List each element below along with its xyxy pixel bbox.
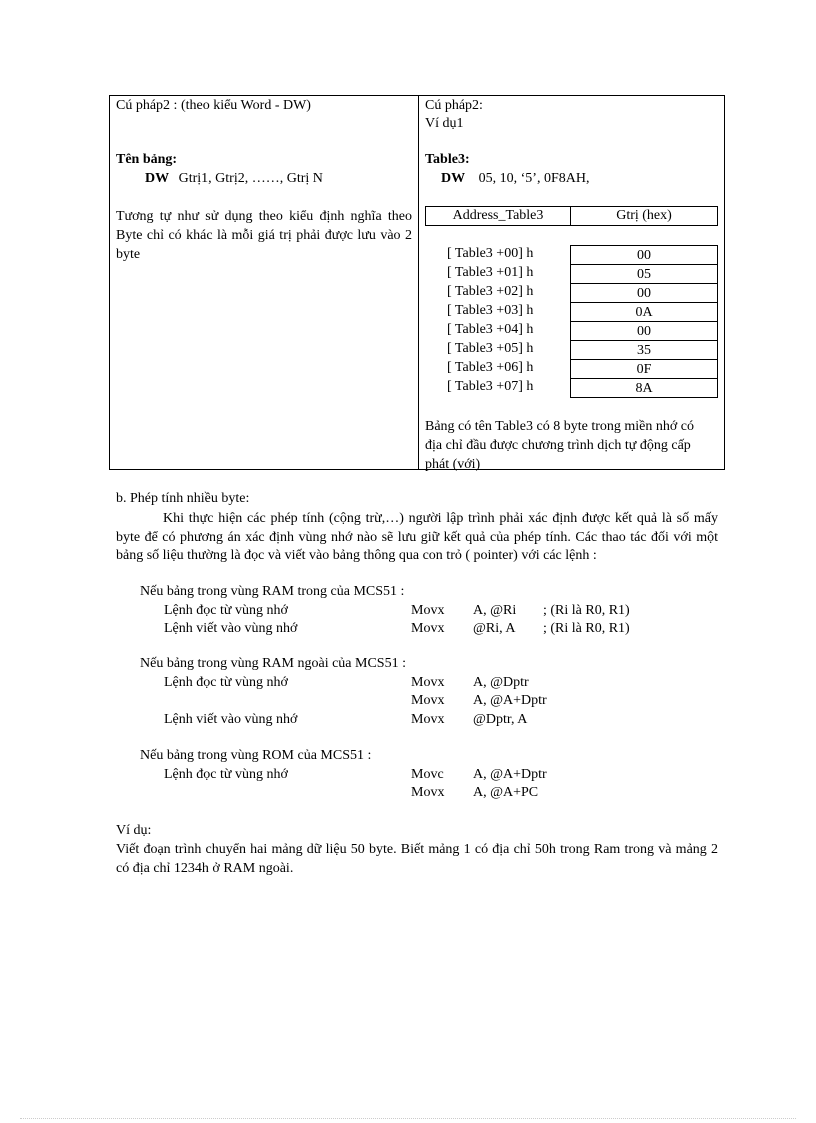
- instruction-operand: @Dptr, A: [473, 711, 528, 727]
- instruction-mnemonic: Movx: [411, 711, 445, 727]
- section-b-paragraph: Khi thực hiện các phép tính (cộng trừ,…) người lập trình phải xác định được kết quả là số mấy byte để có phương án xác định vùng nhớ nào sẽ lưu giữ kết quả của phép tính. Các thao tác đối với một bảng số liệu thường là đọc và viết vào bảng thông qua con trỏ ( pointer) với các lệnh :: [116, 511, 718, 563]
- row-value-cell: 35: [570, 340, 718, 360]
- row-value-cell: 05: [570, 264, 718, 284]
- row-value-cell: 0A: [570, 302, 718, 322]
- row-value-cell: 8A: [570, 378, 718, 398]
- row-value-cell: 00: [570, 283, 718, 303]
- left-syntax-line: Cú pháp2 : (theo kiểu Word - DW): [116, 98, 311, 113]
- row-address: [ Table3 +07] h: [447, 379, 534, 394]
- right-example-line: Ví dụ1: [425, 116, 464, 131]
- left-table-name-label: Tên bảng:: [116, 152, 178, 167]
- left-dw-line: [145, 171, 323, 187]
- instruction-operand: A, @Ri: [473, 602, 517, 618]
- group-title: Nếu bảng trong vùng RAM trong của MCS51 :: [140, 584, 405, 599]
- example-text: Viết đoạn trình chuyển hai mảng dữ liệu 50 byte. Biết mảng 1 có địa chỉ 50h trong Ram trong và mảng 2 có địa chỉ 1234h ở RAM ngoài.: [116, 842, 718, 876]
- row-address: [ Table3 +03] h: [447, 303, 534, 318]
- instruction-mnemonic: Movx: [411, 693, 445, 708]
- row-address: [ Table3 +02] h: [447, 284, 534, 299]
- header-address-cell: Address_Table3: [425, 206, 571, 226]
- left-description: Tương tự như sử dụng theo kiểu định nghĩa theo Byte chỉ có khác là mỗi giá trị phải được lưu vào 2 byte: [116, 209, 412, 262]
- row-address: [ Table3 +01] h: [447, 265, 534, 280]
- instruction-comment: ; (Ri là R0, R1): [543, 621, 630, 636]
- left-dw-keyword: DW: [145, 171, 170, 186]
- instruction-label: Lệnh đọc từ vùng nhớ: [164, 602, 288, 618]
- group-title: Nếu bảng trong vùng RAM ngoài của MCS51 :: [140, 656, 406, 671]
- instruction-operand: A, @A+Dptr: [473, 766, 547, 782]
- page-bottom-rule: [20, 1118, 796, 1119]
- example-label: Ví dụ:: [116, 823, 152, 838]
- right-dw-keyword: DW: [441, 171, 466, 186]
- instruction-label: Lệnh viết vào vùng nhớ: [164, 621, 298, 636]
- instruction-mnemonic: Movc: [411, 766, 444, 782]
- right-table-label: Table3:: [425, 152, 470, 167]
- row-address: [ Table3 +04] h: [447, 322, 534, 337]
- header-value-cell: Gtrị (hex): [570, 206, 718, 226]
- row-value-cell: 00: [570, 245, 718, 265]
- group-title: Nếu bảng trong vùng ROM của MCS51 :: [140, 748, 372, 763]
- column-divider: [418, 95, 419, 470]
- instruction-operand: @Ri, A: [473, 621, 516, 636]
- instruction-operand: A, @Dptr: [473, 674, 529, 690]
- right-note: Bảng có tên Table3 có 8 byte trong miền nhớ có địa chỉ đầu được chương trình dịch tự động cấp phát (với): [425, 419, 694, 472]
- instruction-operand: A, @A+PC: [473, 785, 539, 800]
- instruction-label: Lệnh đọc từ vùng nhớ: [164, 766, 288, 782]
- row-address: [ Table3 +05] h: [447, 341, 534, 356]
- row-address: [ Table3 +06] h: [447, 360, 534, 375]
- left-dw-values: Gtrị1, Gtrị2, ……, Gtrị N: [178, 171, 323, 186]
- row-value-cell: 0F: [570, 359, 718, 379]
- section-b-heading: b. Phép tính nhiều byte:: [116, 491, 250, 506]
- row-address: [ Table3 +00] h: [447, 246, 534, 261]
- right-dw-values: 05, 10, ‘5’, 0F8AH,: [478, 171, 590, 186]
- row-value-cell: 00: [570, 321, 718, 341]
- instruction-comment: ; (Ri là R0, R1): [543, 602, 630, 618]
- instruction-mnemonic: Movx: [411, 674, 445, 690]
- instruction-mnemonic: Movx: [411, 602, 445, 618]
- instruction-mnemonic: Movx: [411, 621, 445, 636]
- instruction-operand: A, @A+Dptr: [473, 693, 547, 708]
- instruction-label: Lệnh đọc từ vùng nhớ: [164, 674, 288, 690]
- right-dw-line: [441, 171, 589, 187]
- instruction-mnemonic: Movx: [411, 785, 445, 800]
- right-syntax-line: Cú pháp2:: [425, 98, 483, 113]
- instruction-label: Lệnh viết vào vùng nhớ: [164, 711, 298, 727]
